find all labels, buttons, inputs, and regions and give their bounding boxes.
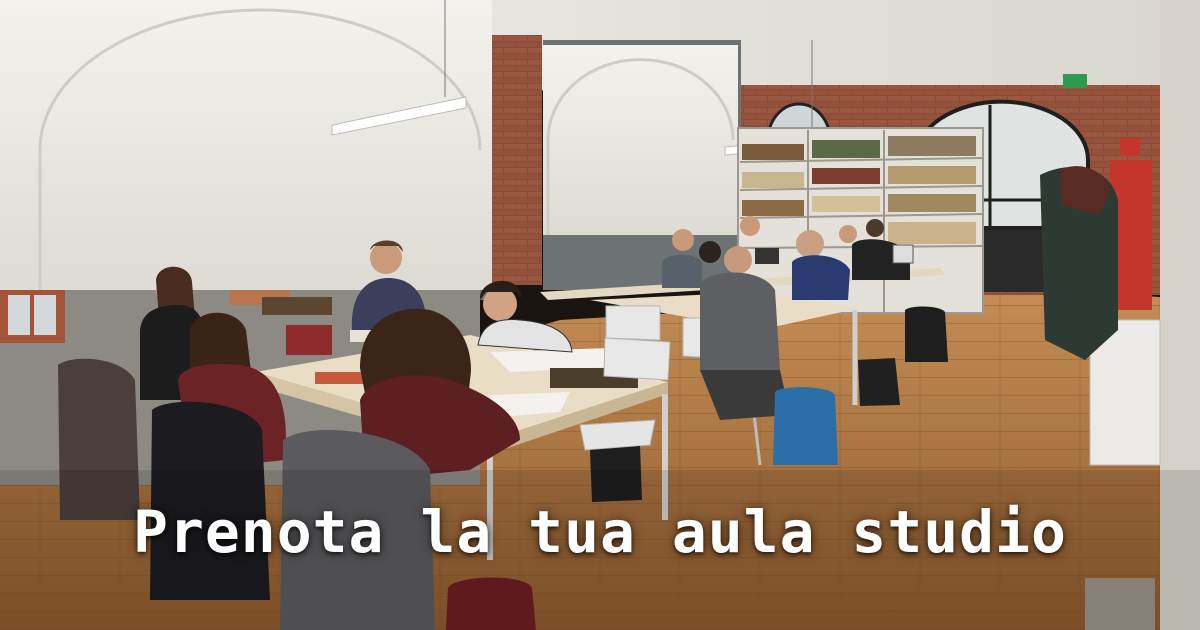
center-window-blind <box>543 45 738 235</box>
backpack-black <box>905 306 948 362</box>
left-window-blind <box>0 0 492 290</box>
caption-text: Prenota la tua aula studio <box>133 498 1067 566</box>
backpack-blue <box>773 387 838 465</box>
exit-sign <box>1063 74 1087 88</box>
